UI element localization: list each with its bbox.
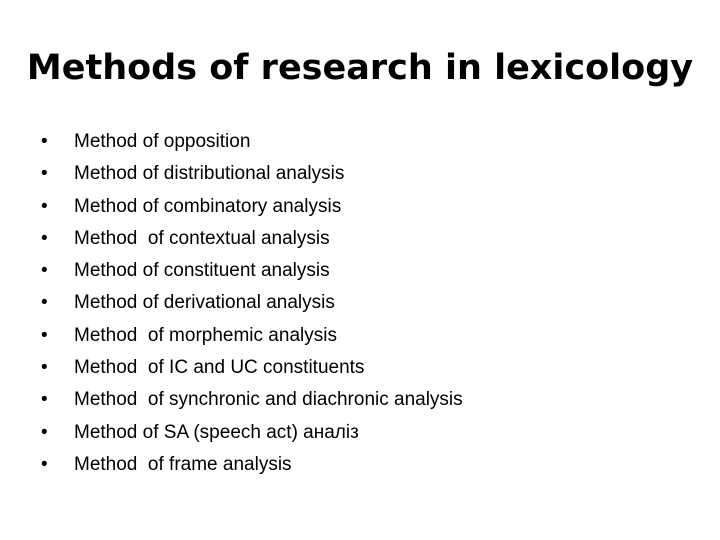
list-item [41,384,463,416]
bullet-icon: • [41,421,48,443]
list-item-label: Method of frame analysis [74,453,292,475]
list-item-label: Method of constituent analysis [74,260,330,282]
list-item [41,255,463,287]
bullet-icon: • [41,163,48,185]
list-item [41,352,463,384]
list-item [41,449,463,481]
list-item-label: Method of opposition [74,131,251,152]
bullet-icon: • [41,292,48,314]
bullet-icon: • [41,260,48,282]
bullet-icon: • [41,195,48,217]
list-item-label: Method of derivational analysis [74,292,335,314]
bullet-icon: • [41,389,48,411]
list-item [41,223,463,255]
list-item-label: Method of IC and UC constituents [74,357,365,379]
bullet-icon: • [41,131,48,152]
list-item [41,158,463,190]
list-item [41,287,463,319]
list-item-label: Method of synchronic and diachronic analysis [74,389,463,411]
slide-title: Methods of research in lexicology [26,48,694,88]
methods-list [41,126,463,481]
list-item-label: Method of contextual analysis [74,227,330,249]
list-item [41,191,463,223]
bullet-icon: • [41,453,48,475]
list-item-label: Method of morphemic analysis [74,324,337,346]
list-item-label: Method of distributional analysis [74,163,345,185]
list-item [41,417,463,449]
list-item [41,320,463,352]
list-item-label: Method of SA (speech act) аналіз [74,421,359,443]
bullet-icon: • [41,227,48,249]
list-item [41,126,463,158]
list-item-label: Method of combinatory analysis [74,195,342,217]
bullet-icon: • [41,324,48,346]
bullet-icon: • [41,357,48,379]
